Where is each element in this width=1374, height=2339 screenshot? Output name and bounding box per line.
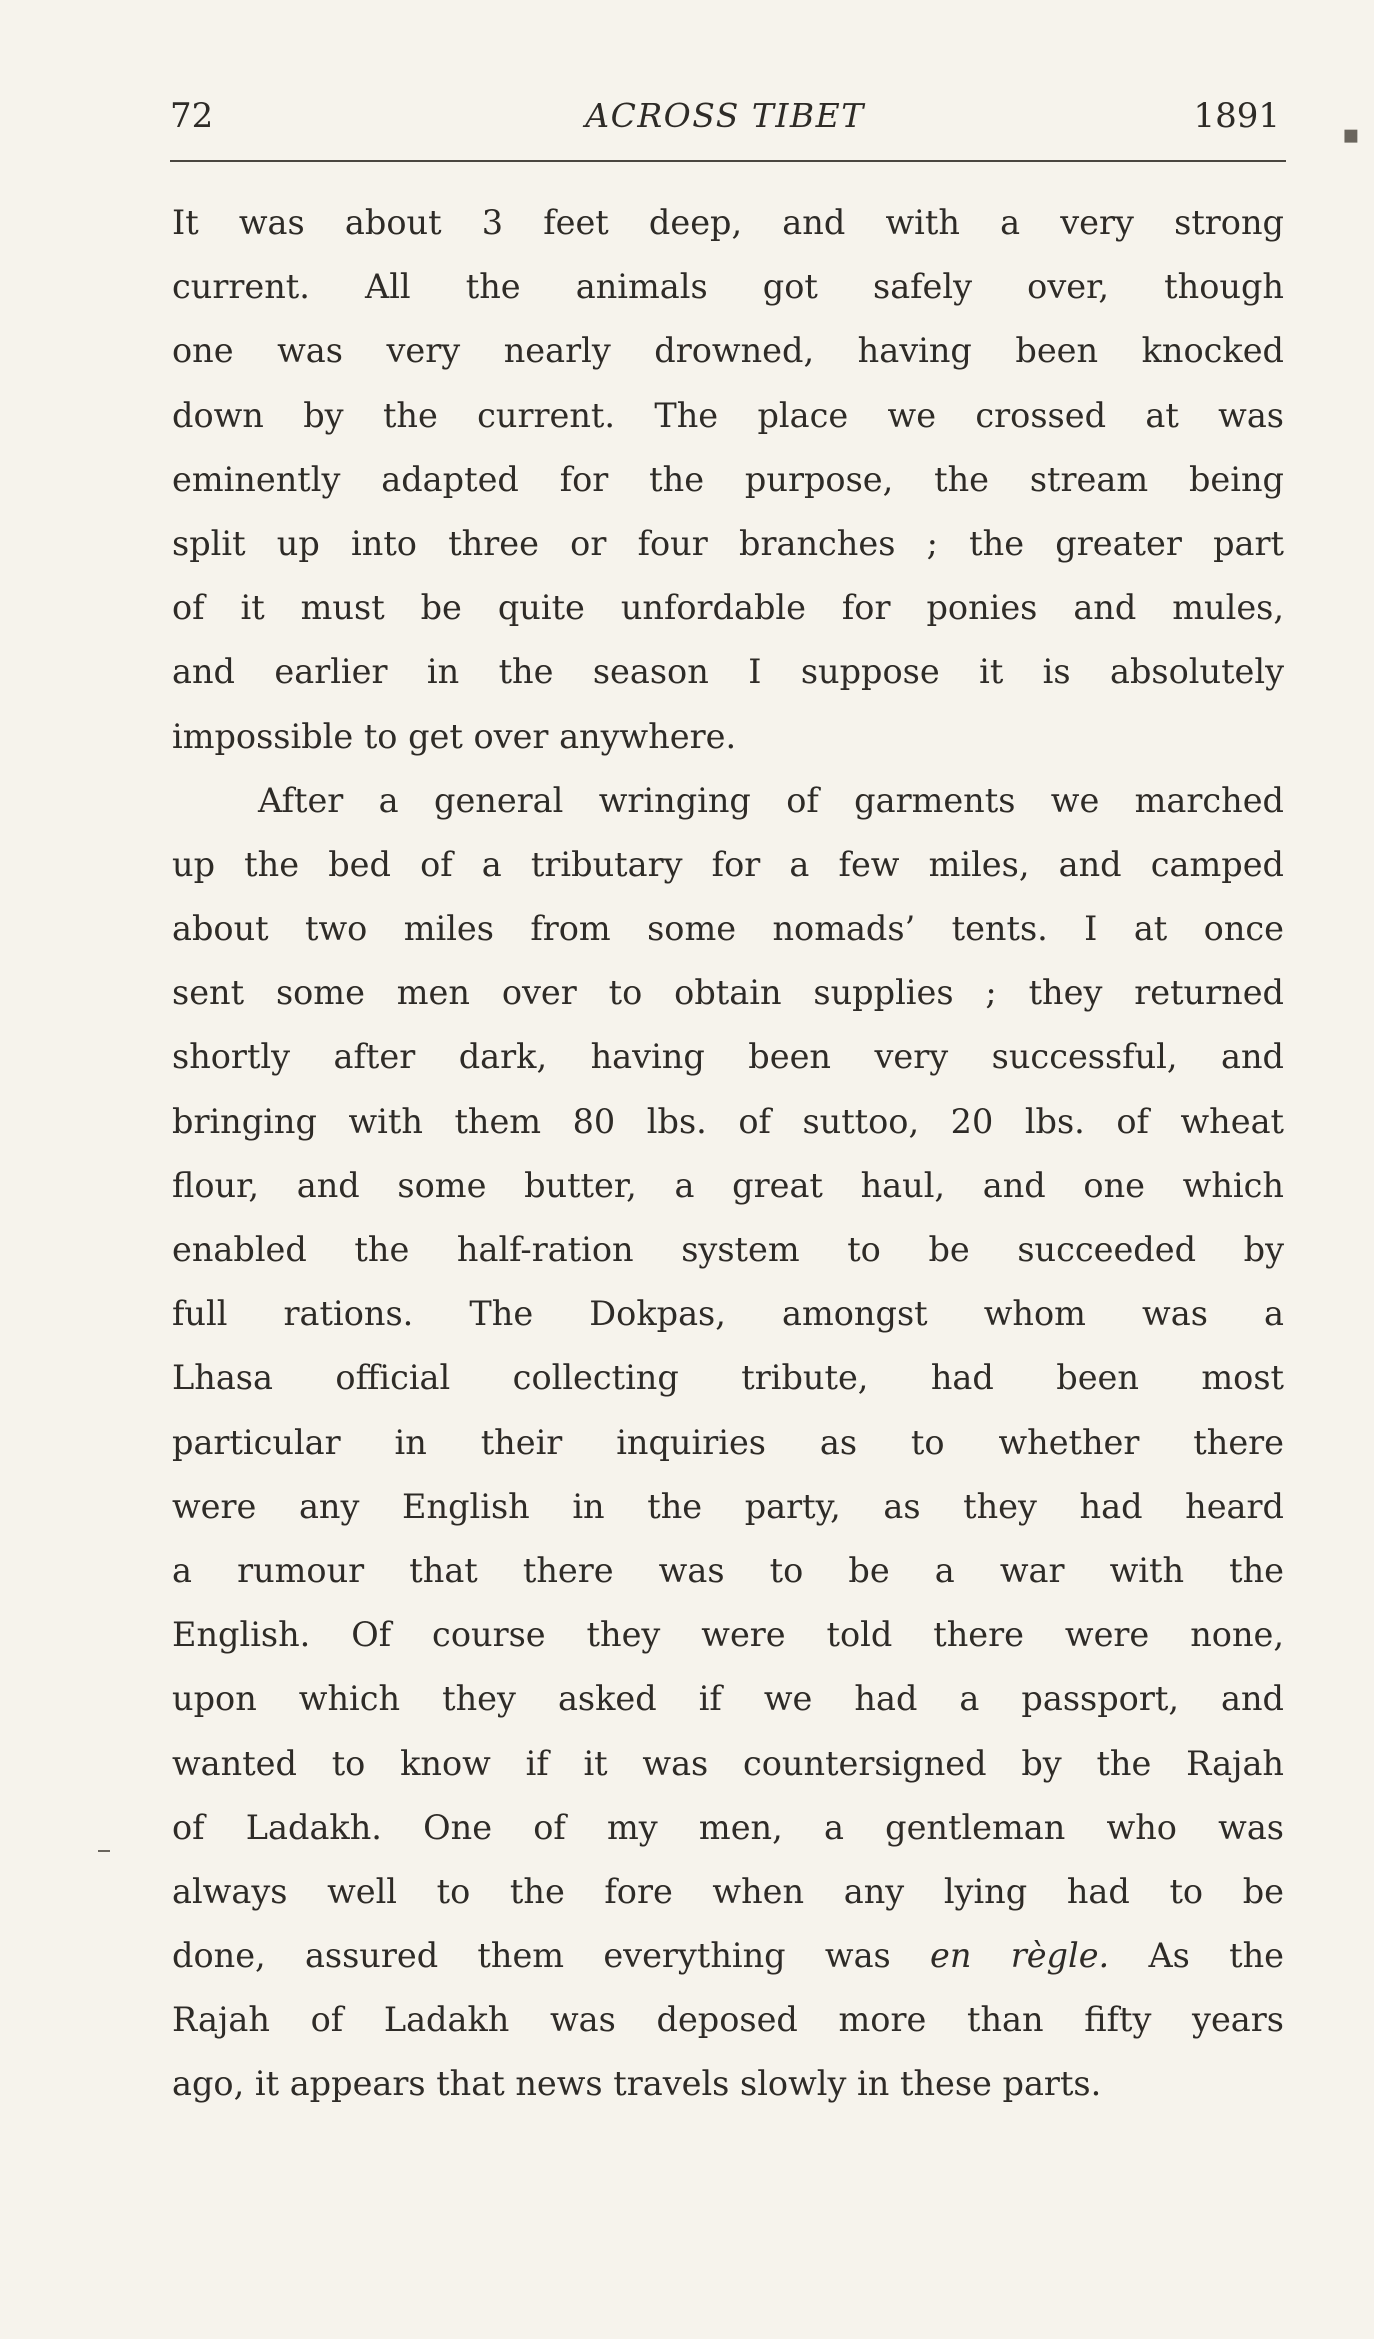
text-line: always well to the fore when any lying had to be xyxy=(172,1871,1284,1911)
text-line: full rations. The Dokpas, amongst whom was a xyxy=(172,1294,1284,1334)
paragraph-1 xyxy=(172,191,1284,769)
text-line: impossible to get over anywhere. xyxy=(172,716,737,756)
text-line: bringing with them 80 lbs. of suttoo, 20 lbs. of wheat xyxy=(172,1101,1284,1141)
running-title: ACROSS TIBET xyxy=(585,96,865,135)
text-line: one was very nearly drowned, having been knocked xyxy=(172,331,1284,371)
text-line: English. Of course they were told there were none, xyxy=(172,1615,1284,1655)
body-text xyxy=(172,191,1284,2117)
text-line: After a general wringing of garments we marched xyxy=(258,780,1284,820)
text-line: eminently adapted for the purpose, the stream being xyxy=(172,459,1284,499)
text-line-with-italic xyxy=(172,1924,1284,1988)
text-line: of Ladakh. One of my men, a gentleman who was xyxy=(172,1807,1284,1847)
text-line: shortly after dark, having been very successful, and xyxy=(172,1037,1284,1077)
page-header xyxy=(170,96,1280,146)
text-line: about two miles from some nomads’ tents. I at once xyxy=(172,909,1284,949)
text-segment: done, assured them everything was xyxy=(172,1936,931,1976)
margin-mark: ▪ xyxy=(1342,120,1360,150)
page-number: 72 xyxy=(170,96,214,136)
text-line: sent some men over to obtain supplies ; they returned xyxy=(172,973,1284,1013)
margin-dash xyxy=(98,1850,110,1852)
text-line: Rajah of Ladakh was deposed more than fifty years xyxy=(172,2000,1284,2040)
text-line: particular in their inquiries as to whether there xyxy=(172,1422,1284,1462)
text-line: enabled the half-ration system to be succeeded by xyxy=(172,1230,1284,1269)
text-line: It was about 3 feet deep, and with a very strong xyxy=(172,203,1284,242)
text-line: current. All the animals got safely over, though xyxy=(172,267,1284,307)
text-line: split up into three or four branches ; the greater part xyxy=(172,523,1284,563)
text-line: ago, it appears that news travels slowly in these parts. xyxy=(172,2064,1102,2104)
text-line: were any English in the party, as they had heard xyxy=(172,1486,1284,1526)
text-line: down by the current. The place we crossed at was xyxy=(172,395,1284,435)
text-line: of it must be quite unfordable for ponies and mules, xyxy=(172,588,1284,628)
text-line: upon which they asked if we had a passport, and xyxy=(172,1679,1284,1719)
text-line: up the bed of a tributary for a few miles, and camped xyxy=(172,844,1284,884)
paragraph-2 xyxy=(172,769,1284,2117)
text-line: a rumour that there was to be a war with the xyxy=(172,1550,1284,1590)
text-line: and earlier in the season I suppose it is absolutely xyxy=(172,652,1284,692)
text-line: flour, and some butter, a great haul, and one which xyxy=(172,1165,1284,1205)
italic-phrase: en règle. xyxy=(930,1936,1110,1976)
text-segment: As the xyxy=(1109,1936,1284,1976)
header-rule xyxy=(170,160,1286,162)
text-line: Lhasa official collecting tribute, had been most xyxy=(172,1358,1284,1398)
text-line: wanted to know if it was countersigned by the Rajah xyxy=(172,1743,1284,1783)
header-year: 1891 xyxy=(1193,96,1280,136)
